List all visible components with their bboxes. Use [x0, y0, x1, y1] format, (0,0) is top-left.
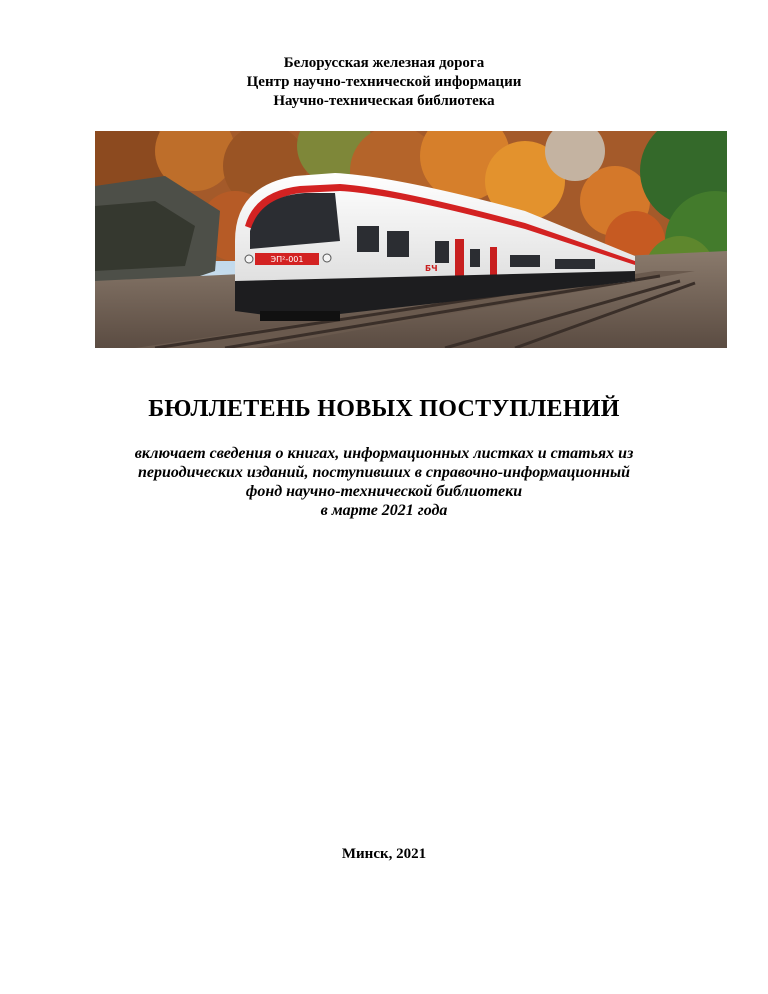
train-number-label: ЭП²-001: [270, 255, 304, 264]
train-logo: БЧ: [425, 264, 438, 273]
place-and-year: Минск, 2021: [341, 846, 427, 862]
organization-header: [0, 54, 768, 111]
header-line-center: Центр научно-технической информации: [246, 74, 522, 90]
bulletin-title: БЮЛЛЕТЕНЬ НОВЫХ ПОСТУПЛЕНИЙ: [148, 396, 620, 422]
description-line-1: включает сведения о книгах, информационных листках и статьях из: [134, 445, 634, 462]
cover-photo-train: [95, 131, 727, 348]
description-line-3: фонд научно-технической библиотеки: [245, 483, 523, 500]
bulletin-description: [0, 444, 768, 520]
header-line-railway: Белорусская железная дорога: [283, 55, 485, 71]
header-line-library: Научно-техническая библиотека: [273, 93, 495, 109]
description-line-4: в марте 2021 года: [320, 502, 448, 519]
description-line-2: периодических изданий, поступивших в справочно-информационный: [137, 464, 631, 481]
